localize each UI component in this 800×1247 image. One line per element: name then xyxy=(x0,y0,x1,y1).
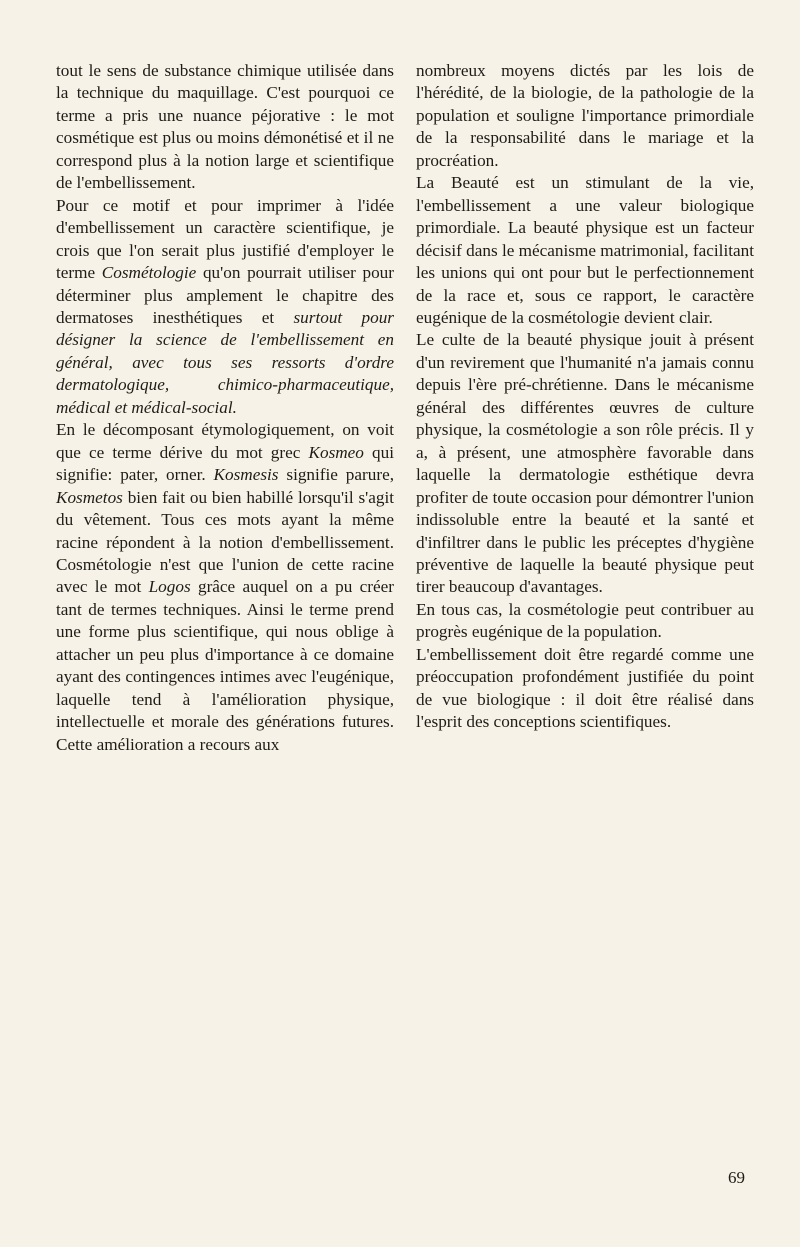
text-run: Le culte de la beauté physique jouit à présent d'un revirement que l'humanité n'a jamais connu depuis l'ère pré-chrétienne. Dans le mécanisme général des différentes œuvres de culture physique, la cosmétologie a son rôle précis. Il y a, à présent, une atmosphère favorable dans laquelle la dermatologie esthétique devra profiter de toute occasion pour démontrer l'union indissoluble entre la beauté et la santé et d'infiltrer dans le public les préceptes d'hygiène préventive de laquelle la beauté physique peut tirer beaucoup d'avantages. xyxy=(416,330,754,597)
italic-text: Kosmetos xyxy=(56,487,123,507)
paragraph xyxy=(416,599,754,644)
text-run: L'embellissement doit être regardé comme une préoccupation profondément justifiée du point de vue biologique : il doit être réalisé dans l'esprit des conceptions scientifiques. xyxy=(416,644,754,732)
italic-text: Cosmétologie xyxy=(101,263,197,283)
paragraph xyxy=(416,644,754,734)
paragraph xyxy=(416,60,754,172)
text-run: Pour ce motif et pour imprimer à l'idée d'embellissement un caractère scientifique, je crois que l'on serait plus justifié d'employer le terme xyxy=(56,195,394,283)
paragraph xyxy=(56,419,394,756)
italic-text: Logos xyxy=(148,577,191,597)
text-run: En le décomposant étymologiquement, on voit que ce terme dérive du mot grec xyxy=(56,420,394,462)
italic-text: Kosmesis xyxy=(213,465,279,485)
text-run: grâce auquel on a pu créer tant de termes techniques. Ainsi le terme prend une forme plus scientifique, qui nous oblige à attacher un peu plus d'importance à ce domaine ayant des contingences intimes avec l'eugénique, laquelle tend à l'amélioration physique, intellectuelle et morale des générations futures. Cette amélioration a recours aux xyxy=(56,577,394,754)
text-run: qu'on pourrait utiliser pour déterminer plus amplement le chapitre des dermatoses inesthétiques et xyxy=(56,263,394,327)
paragraph xyxy=(416,329,754,598)
text-run: signifie parure, xyxy=(278,465,394,485)
page-number: 69 xyxy=(728,1168,745,1187)
text-run: nombreux moyens dictés par les lois de l'hérédité, de la biologie, de la pathologie de la population et souligne l'importance primordiale de la responsabilité dans le mariage et la procréation. xyxy=(416,61,754,170)
text-run: En tous cas, la cosmétologie peut contribuer au progrès eugénique de la population. xyxy=(416,599,754,642)
text-run: tout le sens de substance chimique utilisée dans la technique du maquillage. C'est pourquoi ce terme a pris une nuance péjorative : le mot cosmétique est plus ou moins démonétisé et il ne correspond plus à la notion large et scientifique de l'embellissement. xyxy=(56,61,394,193)
left-column xyxy=(56,60,394,756)
text-run: qui signifie: pater, orner. xyxy=(56,442,394,485)
text-run: bien fait ou bien habillé lorsqu'il s'agit du vêtement. Tous ces mots ayant la même racine répondent à la notion d'embellissement. Cosmétologie n'est que l'union de cette racine avec le mot xyxy=(56,487,394,597)
italic-text: surtout pour désigner la science de l'embellissement en général, avec tous ses ressorts d'ordre dermatologique, chimico-pharmaceutique, médical et médical-social. xyxy=(56,307,394,417)
italic-text: Kosmeo xyxy=(308,442,364,462)
paragraph xyxy=(56,60,394,195)
text-run: La Beauté est un stimulant de la vie, l'embellissement a une valeur biologique primordiale. La beauté physique est un facteur décisif dans le mécanisme matrimonial, facilitant les unions qui ont pour but le perfectionnement de la race et, sous ce rapport, le caractère eugénique de la cosmétologie devient clair. xyxy=(416,173,754,327)
right-column xyxy=(416,60,754,734)
paragraph xyxy=(416,172,754,329)
paragraph xyxy=(56,195,394,420)
